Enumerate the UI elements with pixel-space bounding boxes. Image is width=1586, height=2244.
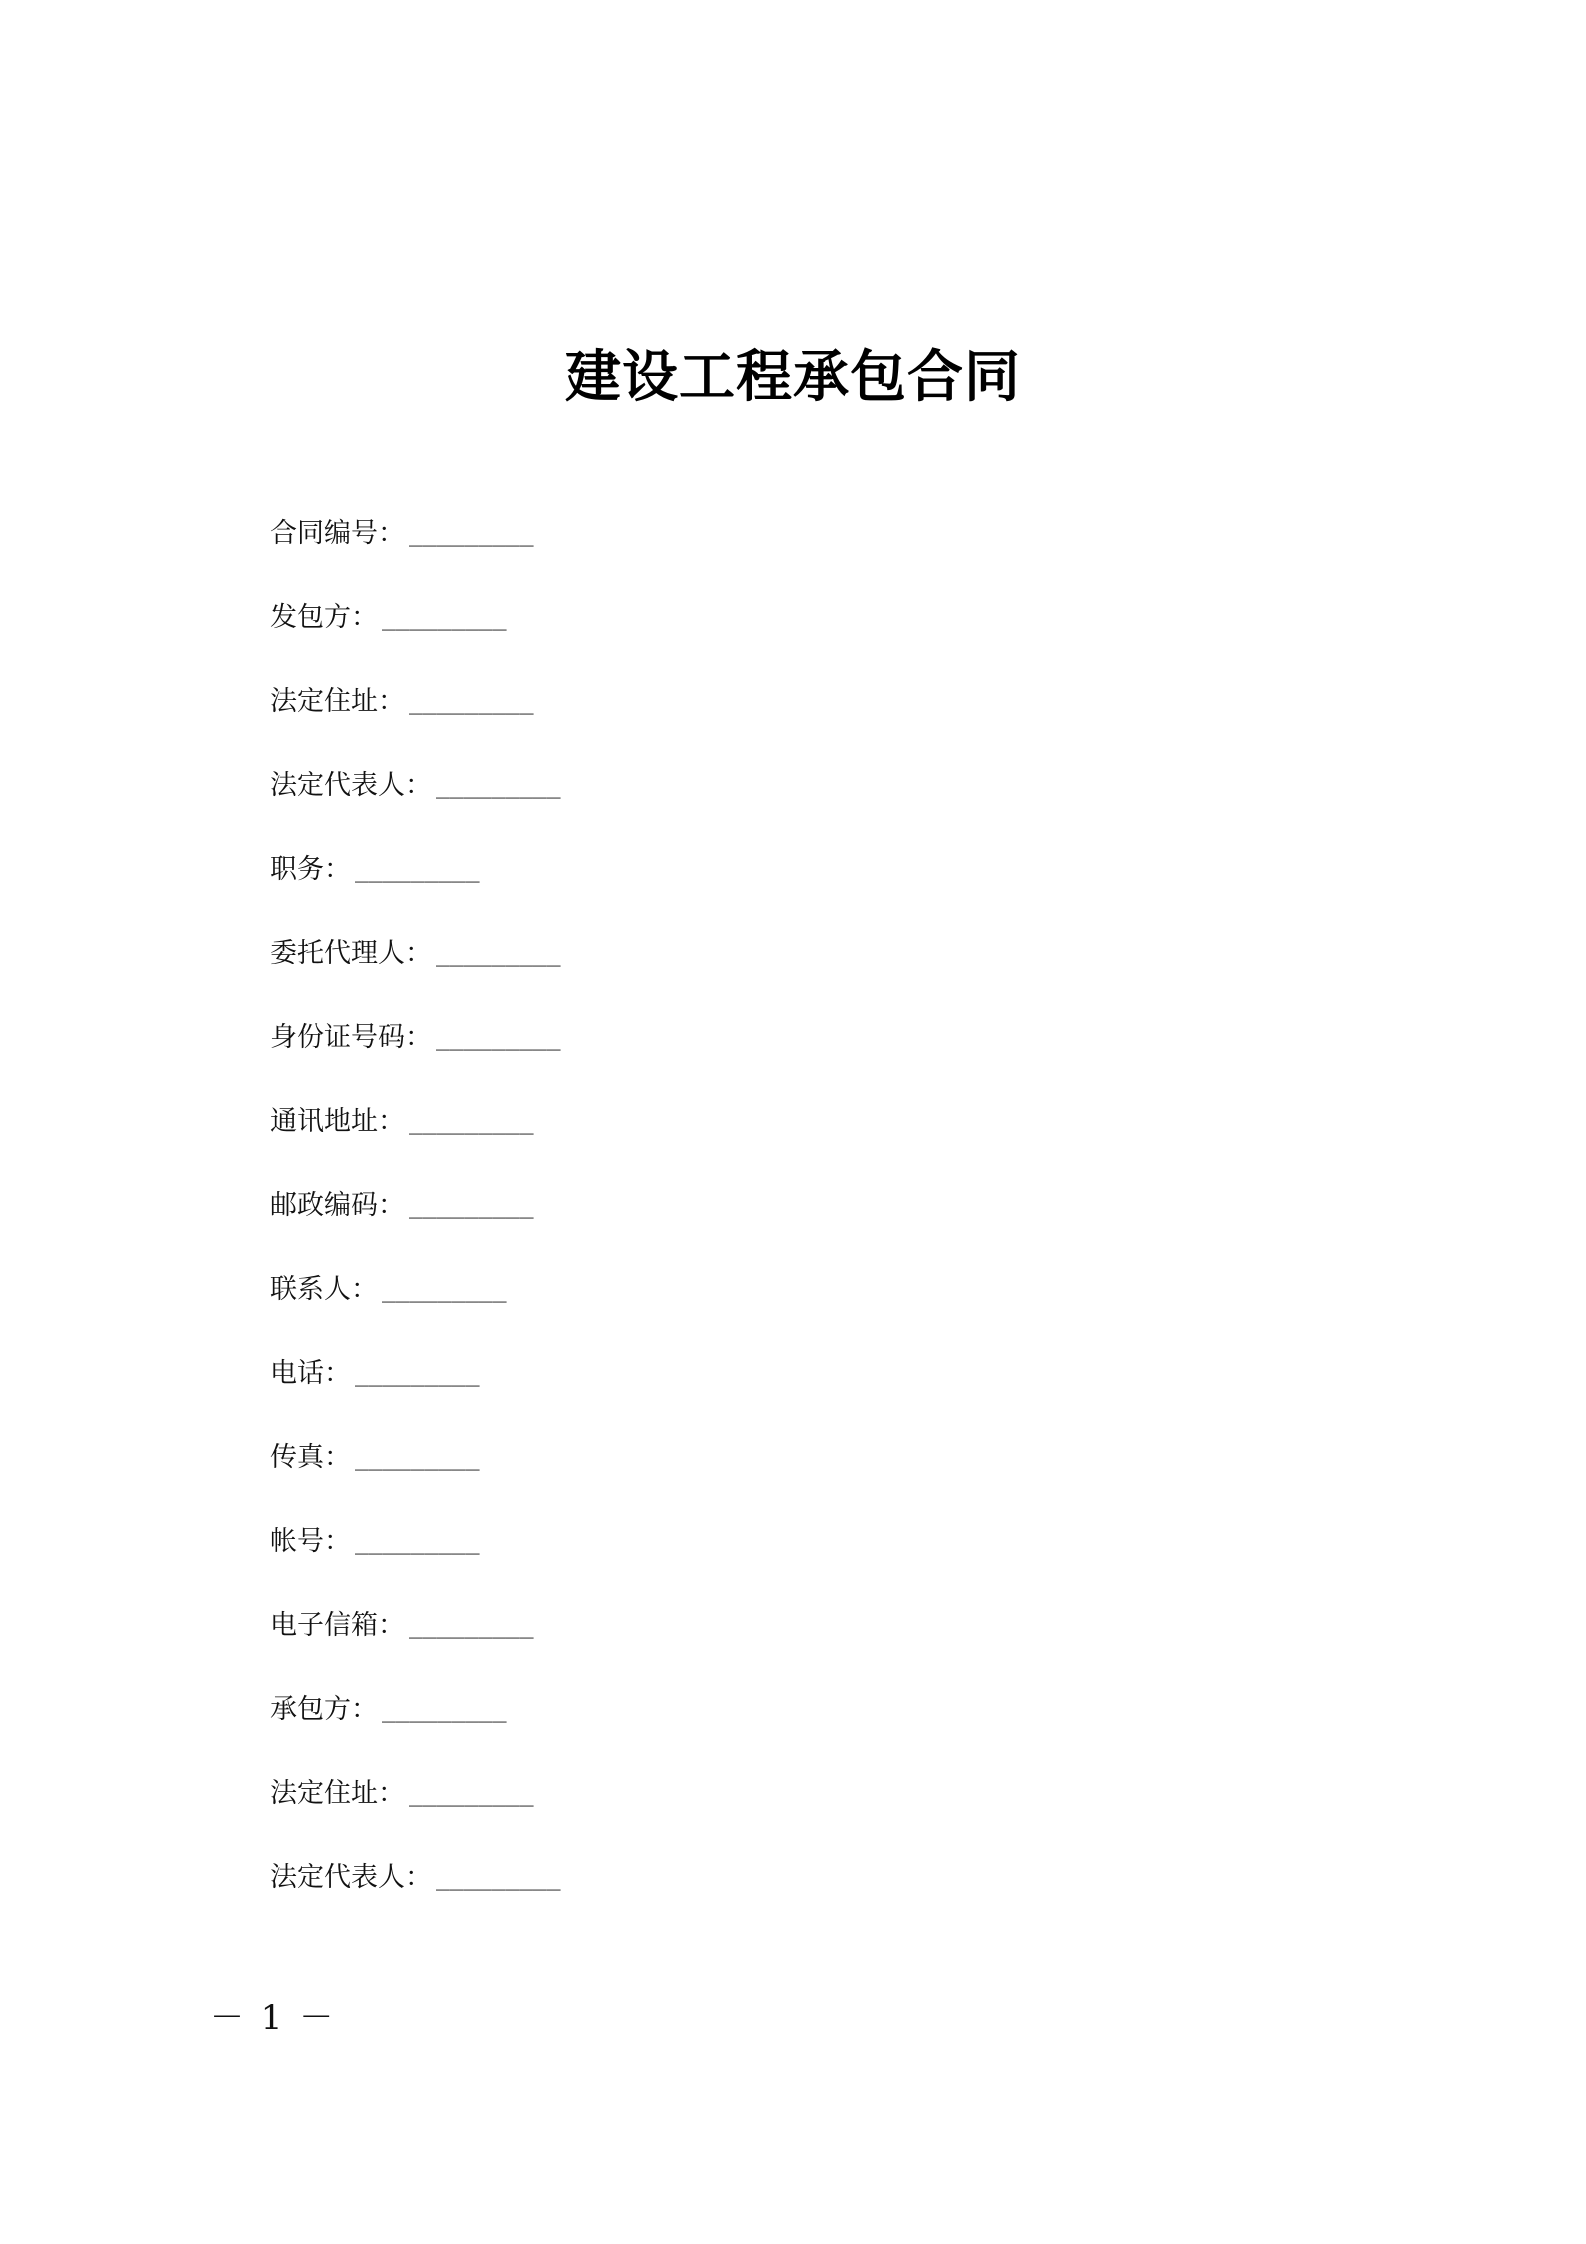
field-blank: _________	[355, 857, 480, 883]
field-blank: _________	[436, 1865, 561, 1891]
field-blank: _________	[436, 1025, 561, 1051]
field-blank: _________	[409, 1109, 534, 1135]
field-label: 帐号：	[270, 1526, 351, 1557]
field-blank: _________	[409, 689, 534, 715]
field-label: 委托代理人：	[270, 938, 432, 969]
field-label: 法定住址：	[270, 1778, 405, 1809]
field-label: 发包方：	[270, 602, 378, 633]
field-label: 法定代表人：	[270, 1862, 432, 1893]
field-label: 合同编号：	[270, 518, 405, 549]
field-contractor-legal-address	[270, 1767, 561, 1851]
field-blank: _________	[382, 1697, 507, 1723]
field-contractor	[270, 1683, 561, 1767]
field-label: 电话：	[270, 1358, 351, 1389]
field-employer	[270, 591, 561, 675]
field-label: 法定住址：	[270, 686, 405, 717]
field-label: 传真：	[270, 1442, 351, 1473]
page-number: － 1 －	[210, 1998, 334, 2038]
field-label: 电子信箱：	[270, 1610, 405, 1641]
field-blank: _________	[436, 941, 561, 967]
field-blank: _________	[409, 1193, 534, 1219]
field-mailing-address	[270, 1095, 561, 1179]
field-blank: _________	[436, 773, 561, 799]
field-blank: _________	[382, 605, 507, 631]
field-authorized-agent	[270, 927, 561, 1011]
field-blank: _________	[355, 1529, 480, 1555]
field-id-number	[270, 1011, 561, 1095]
field-label: 法定代表人：	[270, 770, 432, 801]
contract-party-fields	[270, 507, 561, 1935]
field-fax	[270, 1431, 561, 1515]
document-title: 建设工程承包合同	[565, 345, 1021, 410]
field-label: 联系人：	[270, 1274, 378, 1305]
field-label: 身份证号码：	[270, 1022, 432, 1053]
field-label: 通讯地址：	[270, 1106, 405, 1137]
field-label: 承包方：	[270, 1694, 378, 1725]
field-contractor-legal-representative	[270, 1851, 561, 1935]
field-blank: _________	[382, 1277, 507, 1303]
field-position	[270, 843, 561, 927]
field-contact-person	[270, 1263, 561, 1347]
field-label: 邮政编码：	[270, 1190, 405, 1221]
field-blank: _________	[355, 1361, 480, 1387]
field-employer-legal-address	[270, 675, 561, 759]
field-contract-number	[270, 507, 561, 591]
field-postal-code	[270, 1179, 561, 1263]
field-blank: _________	[409, 521, 534, 547]
field-account-number	[270, 1515, 561, 1599]
field-employer-legal-representative	[270, 759, 561, 843]
field-label: 职务：	[270, 854, 351, 885]
field-telephone	[270, 1347, 561, 1431]
field-blank: _________	[355, 1445, 480, 1471]
field-blank: _________	[409, 1613, 534, 1639]
field-email	[270, 1599, 561, 1683]
field-blank: _________	[409, 1781, 534, 1807]
